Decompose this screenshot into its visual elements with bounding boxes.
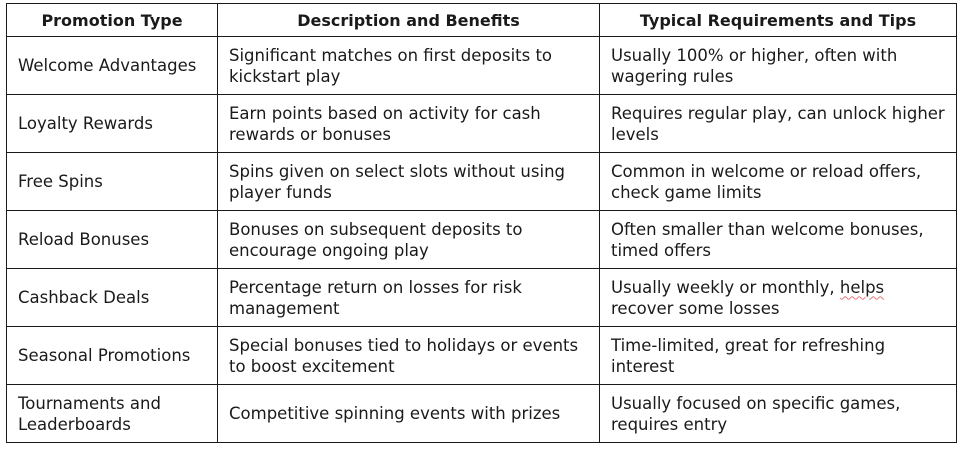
table-row bbox=[7, 37, 957, 95]
promotion-type-cell: Seasonal Promotions bbox=[7, 327, 218, 385]
description-cell: Significant matches on first deposits to kickstart play bbox=[218, 37, 600, 95]
header-row bbox=[7, 4, 957, 37]
requirements-text: recover some losses bbox=[611, 298, 780, 318]
table-row bbox=[7, 153, 957, 211]
table-row bbox=[7, 327, 957, 385]
description-cell: Spins given on select slots without using player funds bbox=[218, 153, 600, 211]
requirements-cell: Requires regular play, can unlock higher levels bbox=[600, 95, 957, 153]
table-row bbox=[7, 385, 957, 443]
description-cell: Bonuses on subsequent deposits to encourage ongoing play bbox=[218, 211, 600, 269]
description-cell: Competitive spinning events with prizes bbox=[218, 385, 600, 443]
description-cell: Special bonuses tied to holidays or events to boost excitement bbox=[218, 327, 600, 385]
promotion-type-cell: Tournaments and Leaderboards bbox=[7, 385, 218, 443]
table-row bbox=[7, 95, 957, 153]
promotion-type-cell: Cashback Deals bbox=[7, 269, 218, 327]
promotion-type-cell: Loyalty Rewards bbox=[7, 95, 218, 153]
table-row bbox=[7, 211, 957, 269]
promotion-type-cell: Reload Bonuses bbox=[7, 211, 218, 269]
requirements-cell bbox=[600, 269, 957, 327]
header-promotion-type: Promotion Type bbox=[7, 4, 218, 37]
description-cell: Earn points based on activity for cash rewards or bonuses bbox=[218, 95, 600, 153]
requirements-cell: Common in welcome or reload offers, check game limits bbox=[600, 153, 957, 211]
promotion-type-cell: Welcome Advantages bbox=[7, 37, 218, 95]
header-description: Description and Benefits bbox=[218, 4, 600, 37]
table-row bbox=[7, 269, 957, 327]
requirements-cell: Usually focused on specific games, requires entry bbox=[600, 385, 957, 443]
requirements-text: Usually weekly or monthly, bbox=[611, 277, 840, 297]
description-cell: Percentage return on losses for risk management bbox=[218, 269, 600, 327]
promotions-table bbox=[6, 3, 957, 443]
requirements-cell: Time-limited, great for refreshing interest bbox=[600, 327, 957, 385]
requirements-cell: Often smaller than welcome bonuses, timed offers bbox=[600, 211, 957, 269]
promotion-type-cell: Free Spins bbox=[7, 153, 218, 211]
spellcheck-flagged-word[interactable]: helps bbox=[839, 277, 885, 297]
header-requirements: Typical Requirements and Tips bbox=[600, 4, 957, 37]
requirements-cell: Usually 100% or higher, often with wagering rules bbox=[600, 37, 957, 95]
